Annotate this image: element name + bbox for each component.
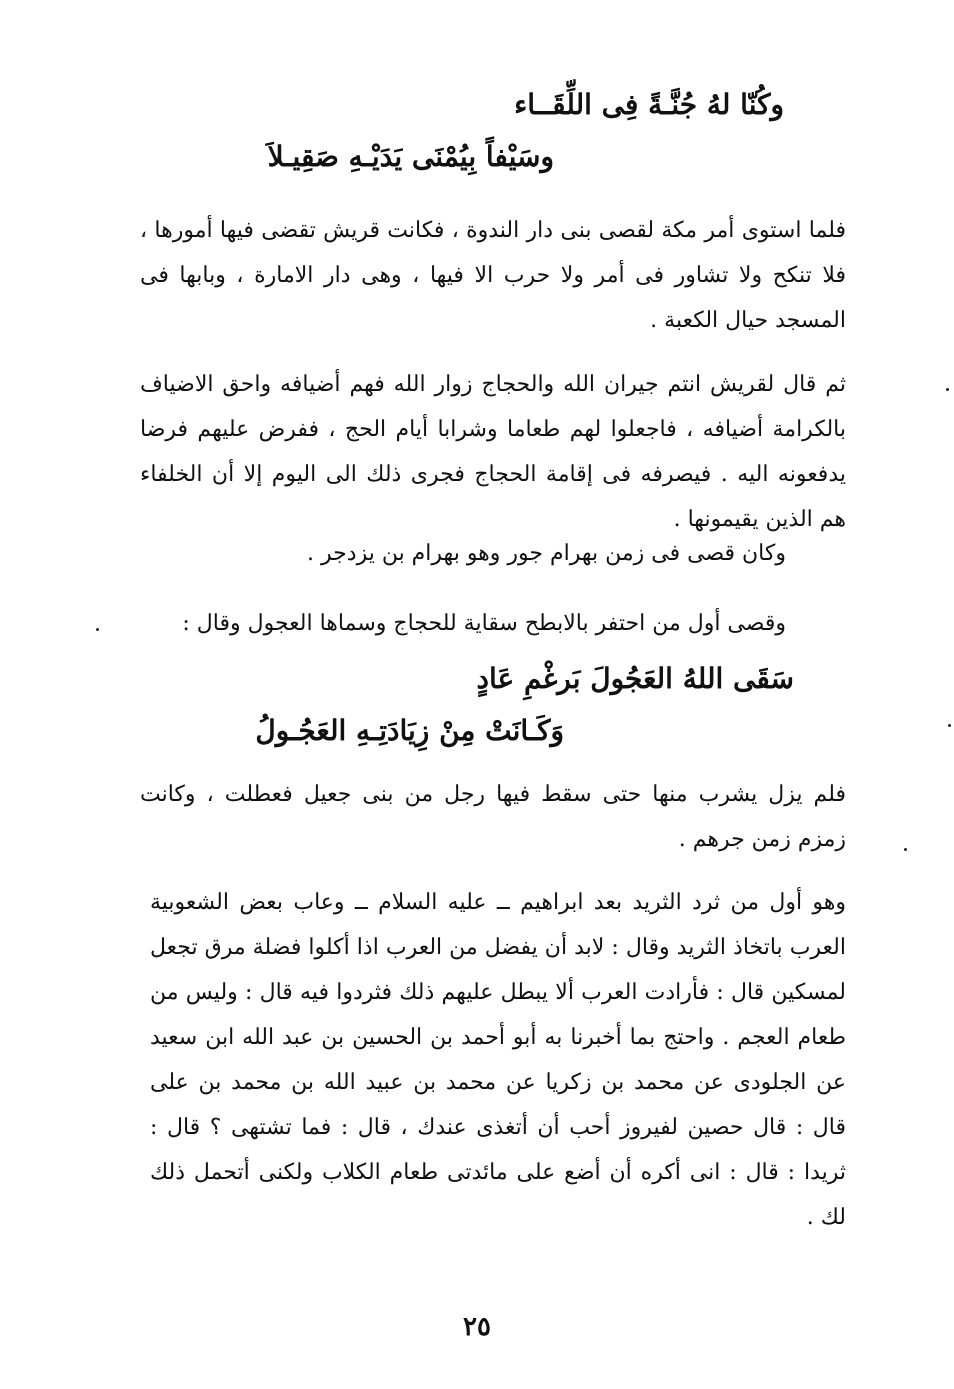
paragraph-qusay-dar-nadwa: فلما استوى أمر مكة لقصى بنى دار الندوة ، فكانت قريش تقضى فيها أمورها ، فلا تنكح ولا تشاور فى أمر ولا حرب الا فيها ، وهى دار الامارة ، وبابها فى المسجد حيال الكعبة . bbox=[140, 218, 846, 333]
line-ajul-well: وقصى أول من احتفر بالابطح سقاية للحجاج وسماها العجول وقال : bbox=[182, 611, 786, 636]
scan-mark bbox=[948, 724, 951, 727]
scan-mark bbox=[946, 388, 949, 391]
line-qusay-time: وكان قصى فى زمن بهرام جور وهو بهرام بن يزدجر . bbox=[307, 541, 786, 566]
scan-mark bbox=[96, 628, 99, 631]
paragraph-hospitality: ثم قال لقريش انتم جيران الله والحجاج زوار الله فهم أضيافه واحق الاضياف بالكرامة أضيافه ، فاجعلوا لهم طعاما وشرابا أيام الحج ، ففرض عليهم فرضا يدفعونه اليه . فيصرفه فى إقامة الحجاج فجرى ذلك الى اليوم إلا أن الخلفاء هم الذين يقيمونها . bbox=[140, 372, 846, 532]
page-number: ٢٥ bbox=[463, 1312, 491, 1342]
paragraph-zamzam: فلم يزل يشرب منها حتى سقط فيها رجل من بنى جعيل فعطلت ، وكانت زمزم زمن جرهم . bbox=[140, 782, 846, 852]
verse-2-line-2: وَكَـانَتْ مِنْ زِيَادَتِـهِ العَجُـولُ bbox=[255, 714, 564, 747]
verse-1-line-1: وكُنّا لهُ جُنَّـةً فِى اللِّقَــاء bbox=[514, 88, 784, 121]
paragraph-tharid: وهو أول من ثرد الثريد بعد ابراهيم ــ عليه السلام ــ وعاب بعض الشعوبية العرب باتخاذ الثريد وقال : لابد أن يفضل من العرب اذا أكلوا فضلة مرق تجعل لمسكين قال : فأرادت العرب ألا يبطل عليهم ذلك فثردوا فيه قال : وليس من طعام العجم . واحتج بما أخبرنا به أبو أحمد بن الحسين بن عبد الله ابن سعيد عن الجلودى عن محمد بن زكريا عن محمد بن عبيد الله بن محمد بن على قال : قال حصين لفيروز أحب أن أتغذى عندك ، قال : فما تشتهى ؟ قال : ثريدا : قال : انى أكره أن أضع على مائدتى طعام الكلاب ولكنى أتحمل ذلك لك . bbox=[150, 890, 846, 1230]
verse-2-line-1: سَقَى اللهُ العَجُولَ بَرغْمِ عَادٍ bbox=[476, 662, 794, 695]
scan-mark bbox=[904, 848, 907, 851]
verse-1-line-2: وسَيْفاً بِيُمْنَى يَدَيْـهِ صَقِيـلاَ bbox=[267, 140, 554, 173]
